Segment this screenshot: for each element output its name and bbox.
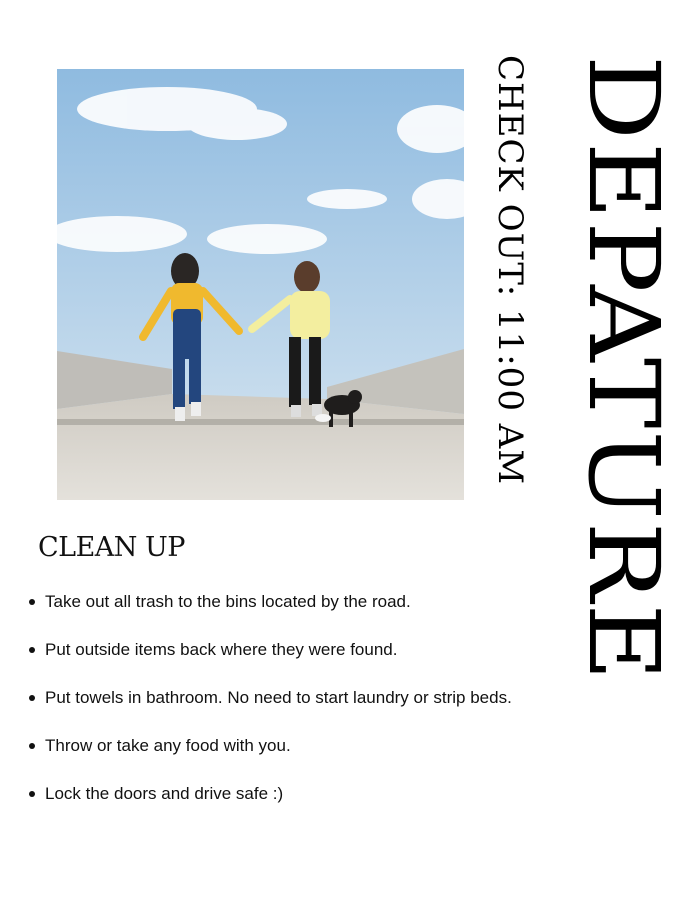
list-item: Put towels in bathroom. No need to start laundry or strip beds.: [45, 686, 555, 710]
section-heading: CLEAN UP: [38, 532, 185, 563]
list-item: Lock the doors and drive safe :): [45, 782, 555, 806]
two-friends-running-photo: [57, 69, 464, 500]
list-item: Take out all trash to the bins located by the road.: [45, 590, 555, 614]
task-list: [45, 590, 555, 830]
page-title: DEPATURE: [566, 55, 681, 683]
list-item: Throw or take any food with you.: [45, 734, 555, 758]
list-item: Put outside items back where they were found.: [45, 638, 555, 662]
hero-photo: [57, 69, 464, 500]
checkout-time: CHECK OUT: 11:00 AM: [490, 55, 530, 486]
